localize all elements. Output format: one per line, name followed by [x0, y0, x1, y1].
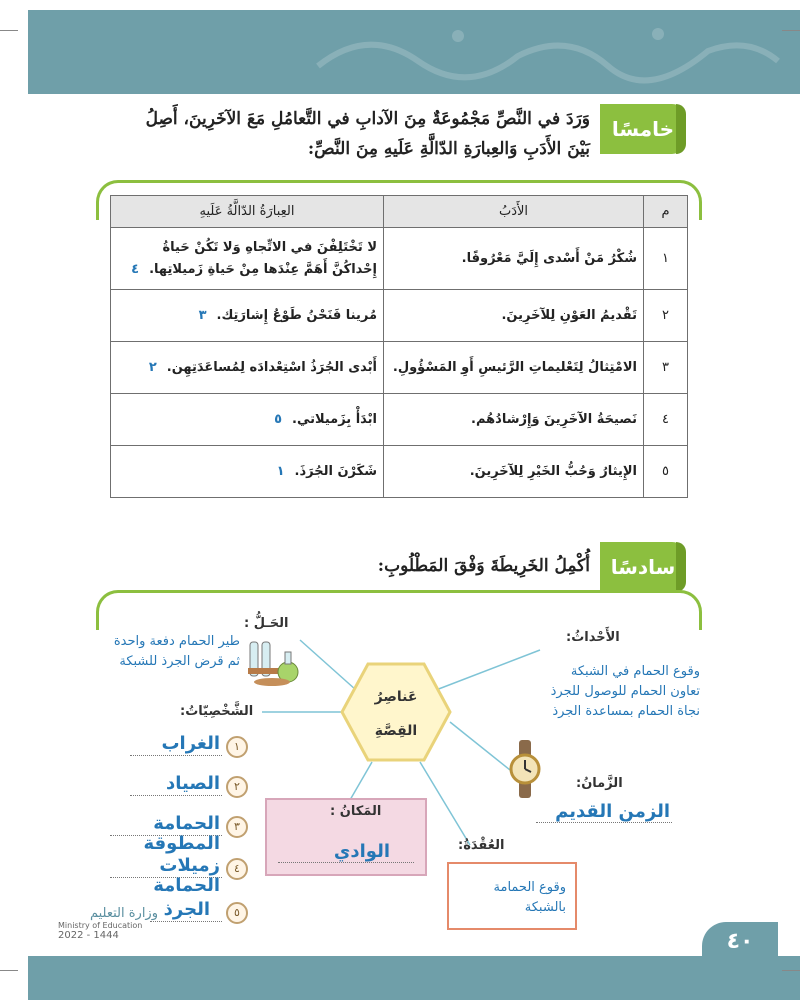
solution-label: الحَـلُّ :: [244, 616, 289, 631]
complication-text[interactable]: [456, 878, 566, 918]
row-phrase: مُرينا فَنَحْنُ طَوْعُ إِشارَتِك.: [216, 308, 377, 323]
row-num: ٤: [644, 394, 688, 446]
complication-line: وقوع الحمامة: [493, 880, 566, 895]
character-name[interactable]: زميلات الحمامة: [153, 855, 220, 896]
answer-line: [278, 862, 414, 863]
row-num: ٣: [644, 342, 688, 394]
solution-text: [110, 632, 240, 672]
section-label-text: خامسًا: [611, 117, 675, 141]
complication-line: بالشبكة: [524, 900, 566, 915]
row-answer: ٤: [131, 261, 140, 277]
answer-line: [130, 755, 222, 756]
time-value[interactable]: الزمن القديم: [555, 801, 670, 822]
row-manner: نَصيحَةُ الآخَرِينَ وَإِرْشادُهُم.: [384, 394, 644, 446]
section-label-text: سادسًا: [610, 555, 676, 579]
row-phrase: لا تَخْتَلِفْنَ في الاتِّجاهِ وَلا تَكُنْ حَياةُ إِحْداكُنَّ أَهَمَّ عِنْدَها مِنْ حَياةِ زَميلاتِها.: [149, 239, 377, 277]
hexagon-label-line: القِصَّةِ: [374, 723, 418, 739]
character-number: ٥: [226, 902, 248, 924]
ministry-name-en: Ministry of Education: [58, 921, 143, 930]
section6-instruction: أُكْمِلُ الخَرِيطَةَ وَفْقَ المَطْلُوبِ:: [377, 556, 590, 576]
header-manner: الأَدَبُ: [384, 196, 644, 228]
complication-label: العُقْدَةُ:: [458, 838, 505, 853]
character-number: ٤: [226, 858, 248, 880]
place-value[interactable]: الوادي: [333, 841, 390, 862]
row-manner: الإِيثارُ وَحُبُّ الخَيْرِ لِلآخَرِينَ.: [384, 446, 644, 498]
events-label: الأَحْداثُ:: [566, 630, 620, 645]
row-phrase: ابْدَأْ بِزَميلاتي.: [292, 412, 377, 427]
character-name[interactable]: الصياد: [165, 773, 220, 794]
instruction-line: وَرَدَ في النَّصِّ مَجْمُوعَةٌ مِنَ الآدابِ في التَّعامُلِ مَعَ الآخَرِينَ، أَصِلُ: [145, 109, 590, 129]
answer-line: [150, 921, 222, 922]
solution-line: ثم قرض الجرذ للشبكة: [119, 654, 240, 669]
watch-icon: [508, 738, 542, 800]
character-number: ٣: [226, 816, 248, 838]
hexagon-label-line: عَناصِرُ: [374, 689, 418, 705]
row-phrase: أَبْدى الجُرَذُ اسْتِعْدادَه لِمُساعَدَتِهِن.: [166, 360, 377, 375]
row-num: ٢: [644, 290, 688, 342]
answer-line: [130, 795, 222, 796]
row-answer: ٣: [198, 308, 207, 323]
hexagon-label: [340, 680, 452, 748]
instruction-line: بَيْنَ الأَدَبِ وَالعِبارَةِ الدّالَّةِ عَلَيهِ مِنَ النَّصِّ:: [307, 139, 590, 159]
row-answer: ٥: [274, 412, 282, 427]
page-number: ٤٠: [702, 922, 778, 962]
lab-flasks-icon: [246, 638, 302, 688]
events-list: [480, 662, 700, 722]
character-number: ٢: [226, 776, 248, 798]
row-manner: تَقْديمُ العَوْنِ لِلآخَرِينَ.: [384, 290, 644, 342]
time-label: الزَّمانُ:: [576, 776, 623, 791]
row-phrase: شَكَرْنَ الجُرَذَ.: [294, 464, 377, 479]
header-num: م: [644, 196, 688, 228]
characters-label: الشَّخْصِيّاتُ:: [180, 704, 254, 719]
character-name[interactable]: الغراب: [161, 733, 220, 754]
event-item: نجاة الحمام بمساعدة الجرذ: [552, 704, 700, 719]
place-label: المَكانُ :: [330, 804, 382, 819]
solution-line: طير الحمام دفعة واحدة: [113, 634, 240, 649]
ministry-year: 2022 - 1444: [58, 930, 119, 941]
header-phrase: العِبارَةُ الدّالَّةُ عَلَيهِ: [111, 196, 384, 228]
row-num: ٥: [644, 446, 688, 498]
row-manner: الامْتِثالُ لِتَعْليماتِ الرَّئيسِ أَوِ المَسْؤُولِ.: [384, 342, 644, 394]
character-name[interactable]: الجرذ: [163, 899, 210, 920]
row-num: ١: [644, 228, 688, 290]
row-answer: ١: [276, 464, 285, 479]
row-answer: ٢: [148, 360, 157, 375]
answer-line: [536, 822, 672, 823]
ministry-name-ar: وزارة التعليم: [89, 906, 158, 921]
row-manner: شُكْرُ مَنْ أَسْدى إِلَيَّ مَعْرُوفًا.: [384, 228, 644, 290]
event-item: تعاون الحمام للوصول للجرذ: [550, 684, 700, 699]
event-item: وقوع الحمام في الشبكة: [570, 664, 700, 679]
character-name[interactable]: الحمامة المطوقة: [143, 813, 220, 854]
ministry-logo: [58, 906, 158, 941]
character-number: ١: [226, 736, 248, 758]
